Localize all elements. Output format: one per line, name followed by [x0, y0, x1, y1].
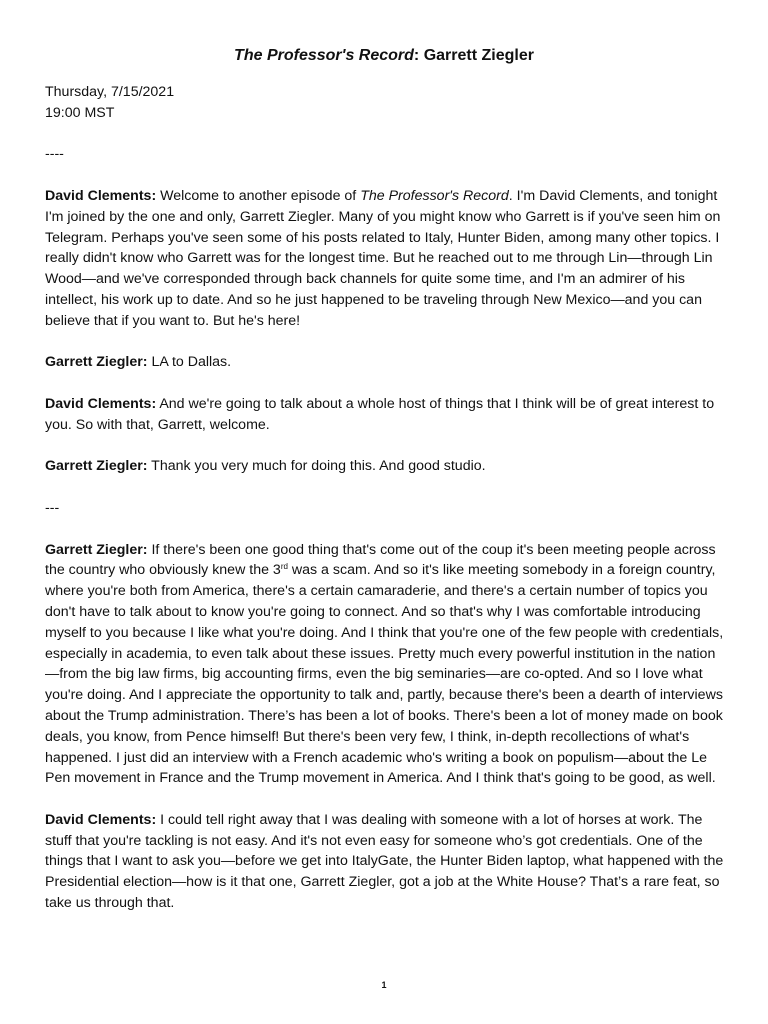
- dialogue-text: Welcome to another episode of: [156, 187, 361, 204]
- transcript-paragraph: [45, 352, 725, 373]
- document-title: [0, 45, 768, 67]
- dialogue-text: LA to Dallas.: [147, 354, 232, 371]
- transcript-paragraph: [45, 810, 725, 914]
- section-divider: ----: [45, 146, 64, 163]
- speaker-label: David Clements:: [45, 395, 157, 412]
- dialogue-text: If there's been one good thing that's come out of the coup it's been meeting people across the country who obviously knew the 3: [45, 541, 716, 579]
- transcript-paragraph: [45, 540, 725, 790]
- title-separator: :: [413, 47, 424, 64]
- time-line: 19:00 MST: [45, 104, 115, 121]
- ordinal-suffix: rd: [280, 562, 288, 572]
- speaker-label: Garrett Ziegler:: [45, 458, 148, 475]
- show-name-inline: The Professor's Record: [360, 187, 509, 204]
- guest-name: Garrett Ziegler: [423, 47, 534, 64]
- section-divider: ---: [45, 499, 60, 516]
- transcript-body: [45, 82, 725, 935]
- transcript-paragraph: [45, 394, 725, 436]
- speaker-label: Garrett Ziegler:: [45, 354, 148, 371]
- transcript-paragraph: [45, 186, 725, 332]
- speaker-label: David Clements:: [45, 811, 157, 828]
- dialogue-text: And we're going to talk about a whole host of things that I think will be of great interest to you. So with that, Garrett, welcome.: [45, 395, 715, 433]
- dialogue-text: was a scam. And so it's like meeting somebody in a foreign country, where you're both from America, there's a certain camaraderie, and there's a certain number of topics you don't have to talk about to know you're going to connect. And so that's why I was comfortable introducing myself to you because I like what you're doing. And I think that you're one of the few people with credentials, especially in academia, to even talk about these issues. Pretty much every powerful institution in the nation—from the big law firms, big accounting firms, even the big seminaries—are co-opted. And so I love what you're doing. And I appreciate the opportunity to talk and, partly, because there's been a dearth of interviews about the Trump administration. There’s has been a lot of books. There's been a lot of money made on book deals, you know, from Pence himself! But there's been very few, I think, in-depth recollections of what's happened. I just did an interview with a French academic who's writing a book on populism—about the Le Pen movement in France and the Trump movement in America. And I think that's going to be good, as well.: [45, 562, 724, 787]
- dialogue-text: Thank you very much for doing this. And good studio.: [147, 458, 486, 475]
- dialogue-text: . I'm David Clements, and tonight I'm joined by the one and only, Garrett Ziegler. Many of you might know who Garrett is if you've seen him on Telegram. Perhaps you've seen some of his posts related to Italy, Hunter Biden, among many other topics. I really didn't know who Garrett was for the longest time. But he reached out to me through Lin—through Lin Wood—and we've corresponded through back channels for quite some time, and I'm an admirer of his intellect, his work up to date. And so he just happened to be traveling through New Mexico—and you can believe that if you want to. But he's here!: [45, 187, 721, 329]
- show-name: The Professor's Record: [234, 47, 414, 64]
- page-number: 1: [381, 980, 387, 990]
- speaker-label: Garrett Ziegler:: [45, 541, 148, 558]
- date-line: Thursday, 7/15/2021: [45, 84, 175, 100]
- dialogue-text: I could tell right away that I was dealing with someone with a lot of horses at work. The stuff that you're tackling is not easy. And it's not even easy for someone who’s got credentials. One of the things that I want to ask you—before we get into ItalyGate, the Hunter Biden laptop, what happened with the Presidential election—how is it that one, Garrett Ziegler, got a job at the White House? That’s a rare feat, so take us through that.: [45, 811, 724, 912]
- speaker-label: David Clements:: [45, 187, 157, 204]
- transcript-paragraph: [45, 456, 725, 477]
